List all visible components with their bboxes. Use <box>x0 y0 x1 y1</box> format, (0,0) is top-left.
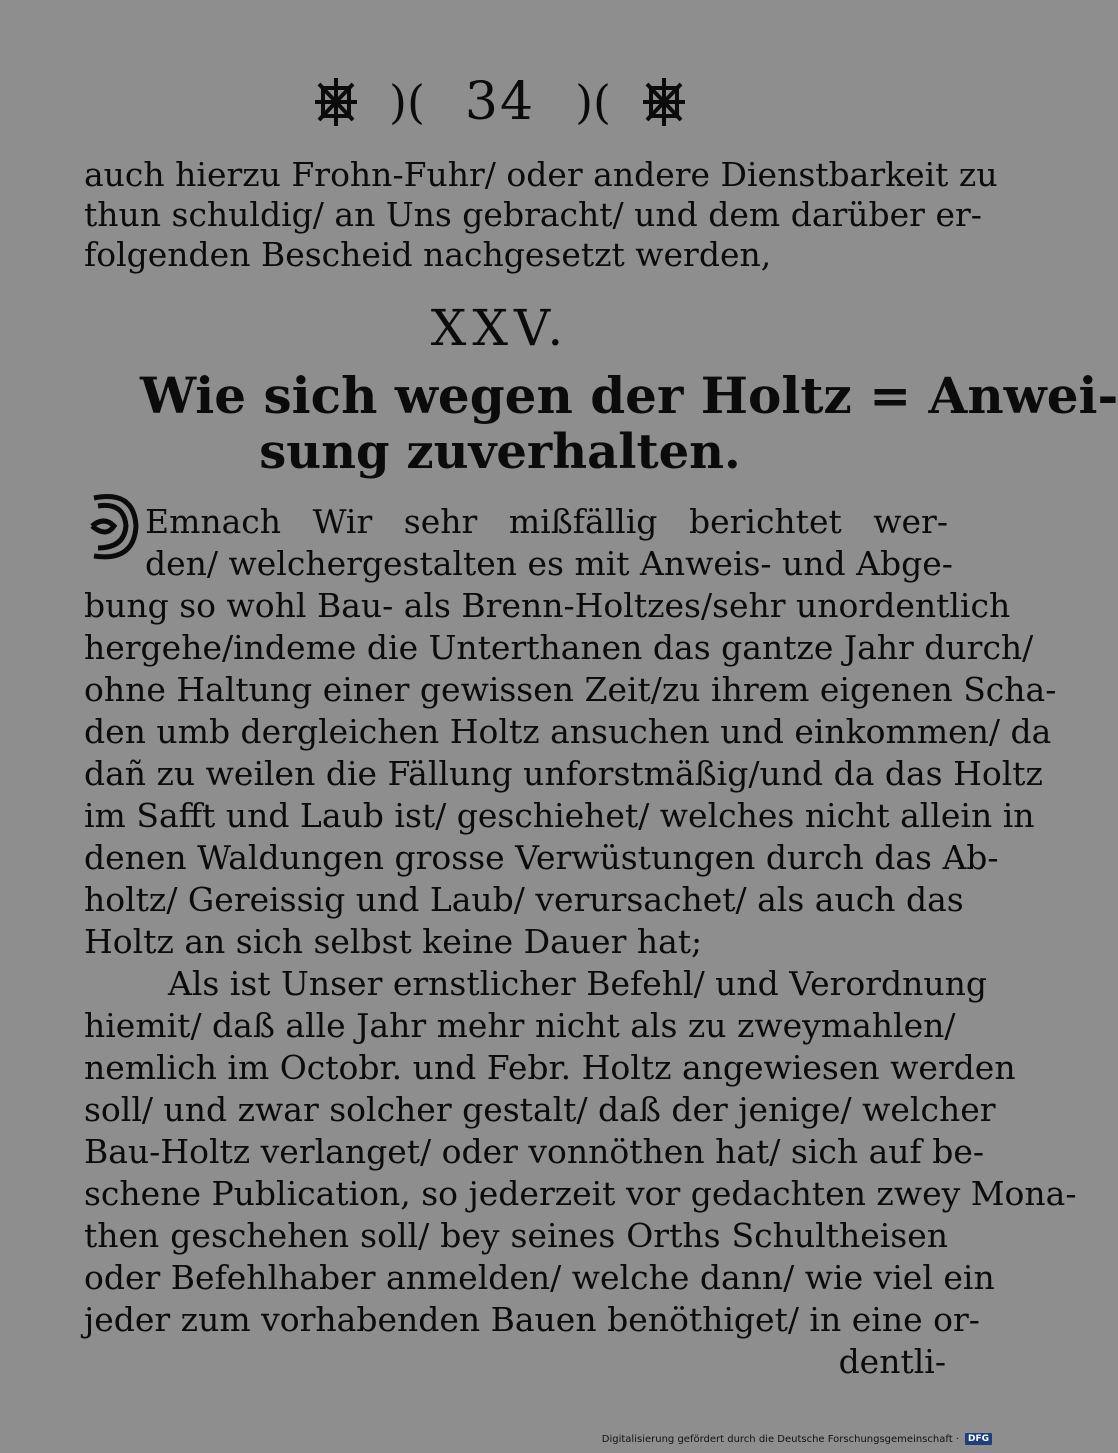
right-ornament-icon <box>637 74 691 130</box>
page-number: 34 <box>464 72 536 132</box>
text-line: then geschehen soll/ bey seines Orths Schultheisen <box>84 1216 948 1255</box>
text-line: holtz/ Gereissig und Laub/ verursachet/ als auch das <box>84 880 964 919</box>
text-line: im Safft und Laub ist/ geschiehet/ welches nicht allein in <box>84 796 1035 835</box>
text-line: dañ zu weilen die Fällung unforstmäßig/und da das Holtz <box>84 754 1043 793</box>
text-line: jeder zum vorhabenden Bauen benöthiget/ in eine or- <box>84 1300 980 1339</box>
text-line: thun schuldig/ an Uns gebracht/ und dem darüber er- <box>84 195 982 234</box>
text-line: den/ welchergestalten es mit Anweis- und Abge- <box>145 544 953 583</box>
text-line: soll/ und zwar solcher gestalt/ daß der jenige/ welcher <box>84 1090 996 1129</box>
text-line: hiemit/ daß alle Jahr mehr nicht als zu zweymahlen/ <box>84 1006 956 1045</box>
text-line: nemlich im Octobr. und Febr. Holtz angewiesen werden <box>84 1048 1016 1087</box>
text-line: den umb dergleichen Holtz ansuchen und einkommen/ da <box>84 712 1052 751</box>
drop-cap-d-icon <box>84 486 144 566</box>
section-number: XXV. <box>430 299 570 357</box>
text-line: auch hierzu Frohn-Fuhr/ oder andere Dienstbarkeit zu <box>84 155 998 194</box>
text-line: Bau-Holtz verlanget/ oder vonnöthen hat/ sich auf be- <box>84 1132 985 1171</box>
footer-credit: Digitalisierung gefördert durch die Deutsche Forschungsgemeinschaft · <box>601 1433 959 1445</box>
text-line: bung so wohl Bau- als Brenn-Holtzes/sehr unordentlich <box>84 586 1011 625</box>
dfg-logo: DFG <box>965 1433 992 1445</box>
text-line: ohne Haltung einer gewissen Zeit/zu ihrem eigenen Scha- <box>84 670 1057 709</box>
right-paren: )( <box>575 75 611 129</box>
text-line: folgenden Bescheid nachgesetzt werden, <box>84 235 772 274</box>
section-title-line-1: Wie sich wegen der Holtz = Anwei- <box>140 366 1118 425</box>
left-paren: )( <box>389 75 425 129</box>
digitization-footer <box>602 1433 992 1445</box>
catch-word: dentli- <box>838 1342 946 1381</box>
left-ornament-icon <box>309 74 363 130</box>
section-title-line-2: sung zuverhalten. <box>259 424 741 480</box>
paragraph-first-line: Emnach Wir sehr mißfällig berichtet wer- <box>145 502 948 541</box>
paragraph-first-line: Als ist Unser ernstlicher Befehl/ und Verordnung <box>168 964 988 1003</box>
text-line: Holtz an sich selbst keine Dauer hat; <box>84 922 703 961</box>
text-line: oder Befehlhaber anmelden/ welche dann/ wie viel ein <box>84 1258 995 1297</box>
text-line: schene Publication, so jederzeit vor gedachten zwey Mona- <box>84 1174 1077 1213</box>
text-line: hergehe/indeme die Unterthanen das gantze Jahr durch/ <box>84 628 1034 667</box>
running-head <box>0 62 1000 142</box>
text-line: denen Waldungen grosse Verwüstungen durch das Ab- <box>84 838 999 877</box>
